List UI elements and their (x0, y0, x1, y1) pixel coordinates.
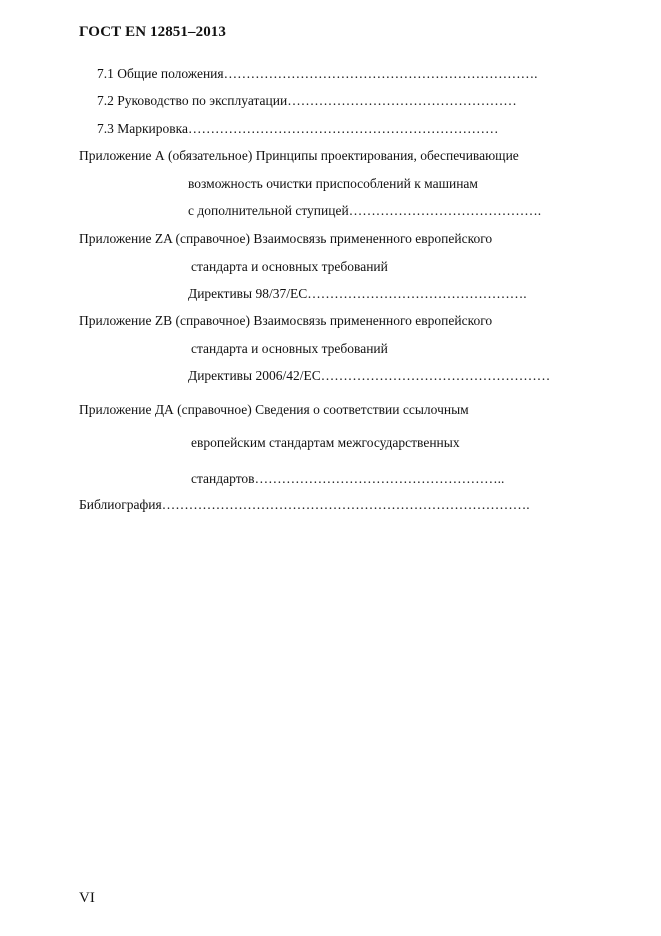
toc-leader-dots: …………………………………………. (307, 286, 527, 301)
page-number: VI (79, 890, 95, 906)
toc-entry-appendix-a-line2: возможность очистки приспособлений к машинам (188, 176, 478, 191)
toc-entry-appendix-da-line2: европейским стандартам межгосударственных (191, 435, 460, 450)
toc-entry-appendix-za-line2: стандарта и основных требований (191, 259, 388, 274)
document-header: ГОСТ EN 12851–2013 (79, 24, 226, 40)
toc-entry-appendix-zb-line2: стандарта и основных требований (191, 341, 388, 356)
toc-entry-text: 7.2 Руководство по эксплуатации (97, 93, 288, 108)
toc-entry-appendix-zb-line1[interactable]: Приложение ZB (справочное) Взаимосвязь примененного европейского (79, 313, 493, 328)
toc-leader-dots: …………………………………………… (320, 368, 551, 383)
toc-entry-7-1[interactable] (97, 66, 537, 82)
toc-entry-appendix-za-line3 (188, 286, 527, 302)
toc-leader-dots: ……………………………………. (348, 203, 542, 218)
toc-entry-appendix-za-line1[interactable]: Приложение ZA (справочное) Взаимосвязь примененного европейского (79, 231, 493, 246)
toc-leader-dots: …………………………………………… (287, 93, 517, 108)
toc-entry-appendix-da-line1[interactable]: Приложение ДА (справочное) Сведения о соответствии ссылочным (79, 402, 469, 417)
toc-leader-dots: …………………………………………………………… (188, 121, 499, 136)
toc-entry-text: 7.1 Общие положения (97, 66, 224, 81)
toc-entry-text: стандартов (191, 471, 255, 486)
toc-entry-text: с дополнительной ступицей (188, 203, 349, 218)
toc-entry-appendix-a-line3 (188, 203, 541, 219)
toc-entry-7-3[interactable] (97, 121, 499, 137)
toc-leader-dots: ………………………………………………………………………. (161, 497, 530, 512)
toc-entry-text: 7.3 Маркировка (97, 121, 188, 136)
toc-entry-text: Директивы 2006/42/ЕС (188, 368, 321, 383)
toc-entry-appendix-zb-line3 (188, 368, 550, 384)
toc-entry-7-2[interactable] (97, 93, 517, 109)
toc-entry-bibliography[interactable] (79, 497, 530, 513)
toc-entry-appendix-da-line3 (191, 471, 504, 487)
toc-leader-dots: ……………………………………………………………. (223, 66, 538, 81)
toc-entry-appendix-a-line1[interactable]: Приложение А (обязательное) Принципы проектирования, обеспечивающие (79, 148, 519, 163)
toc-entry-text: Библиография (79, 497, 162, 512)
toc-leader-dots: ……………………………………………….. (254, 471, 505, 486)
toc-entry-text: Директивы 98/37/ЕС (188, 286, 308, 301)
